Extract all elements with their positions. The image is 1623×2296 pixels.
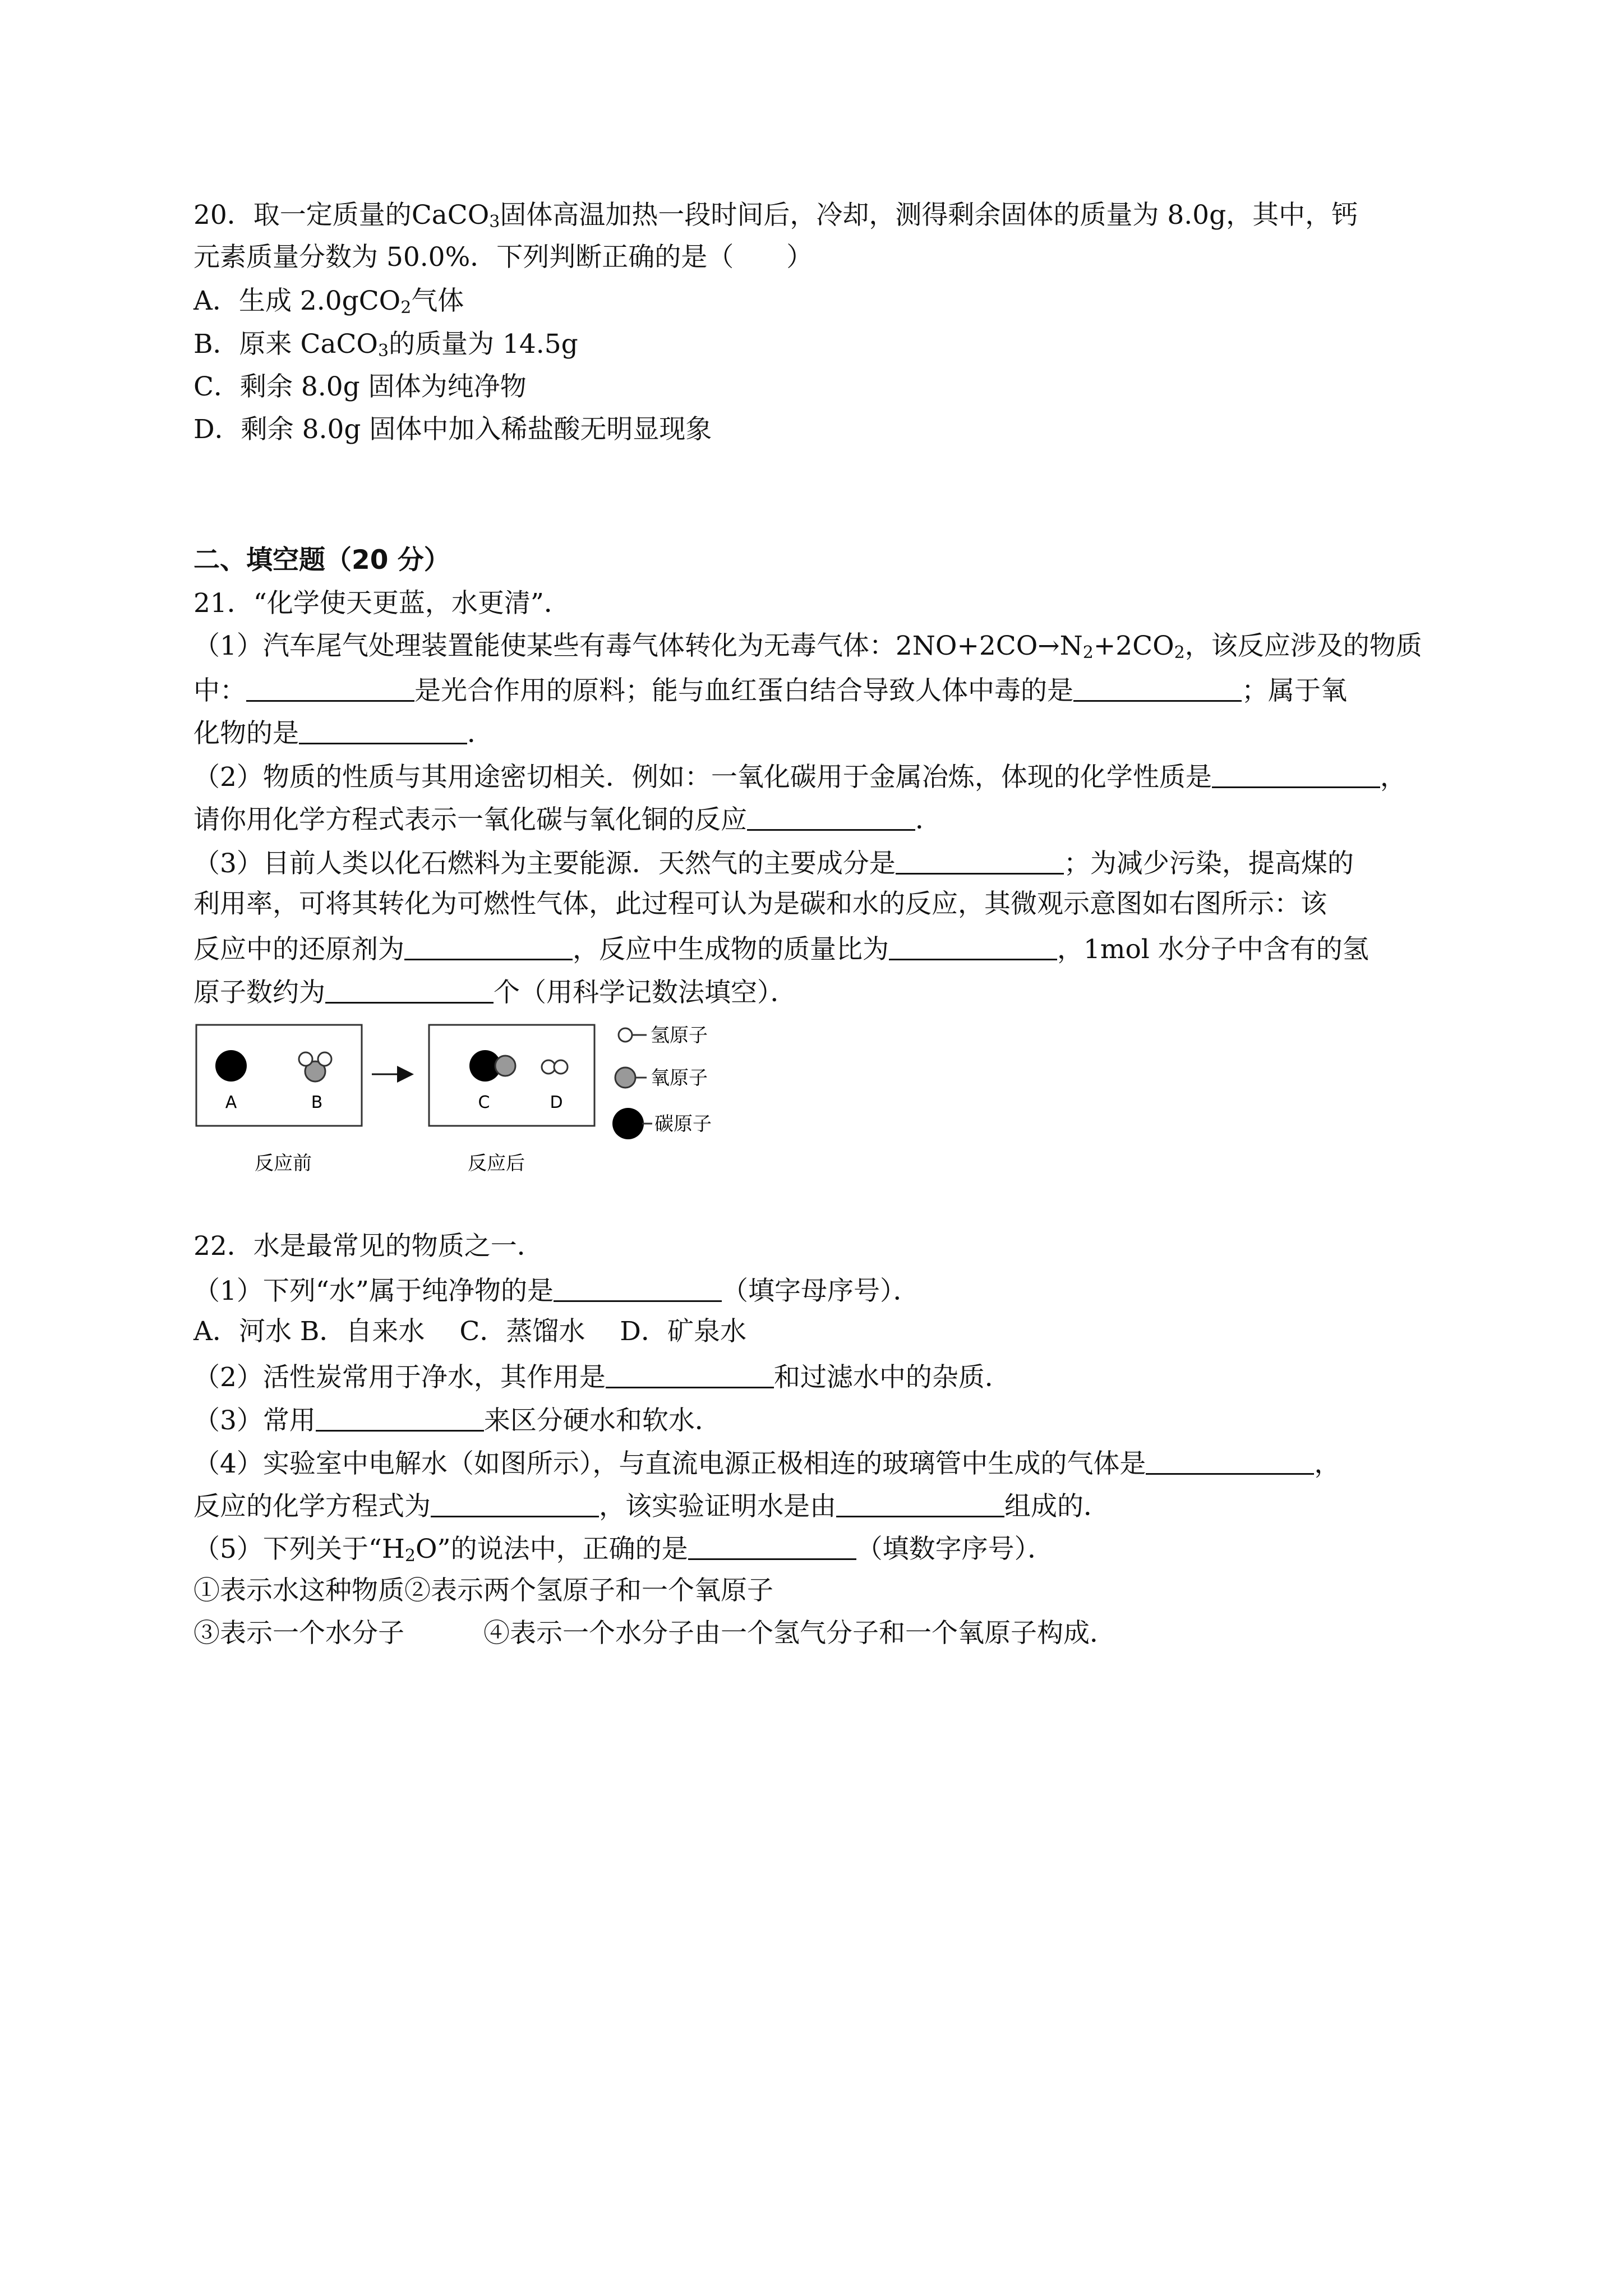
q21-part3-line2: 利用率，可将其转化为可燃性气体，此过程可认为是碳和水的反应，其微观示意图如右图所示：该 (193, 889, 1327, 919)
q21-part2-line2: 请你用化学方程式表示一氧化碳与氧化铜的反应 ． (193, 804, 942, 835)
q21-part1-line2: 中： 是光合作用的原料；能与血红蛋白结合导致人体中毒的是 ；属于氧 (193, 675, 1347, 706)
co-molecule-c (469, 1050, 515, 1082)
q21-part1-line3: 化物的是 ． (193, 718, 494, 749)
answer-blank[interactable] (747, 804, 915, 831)
legend-oxygen (615, 1067, 708, 1089)
q22-part1-options: A．河水 B．自来水 C．蒸馏水 D．矿泉水 (193, 1316, 746, 1347)
after-box (429, 1025, 594, 1126)
caption-before: 反应前 (255, 1152, 312, 1175)
answer-blank[interactable] (299, 718, 467, 744)
answer-blank[interactable] (316, 1405, 484, 1432)
q22-part2: （2）活性炭常用于净水，其作用是 和过滤水中的杂质． (193, 1362, 1011, 1393)
svg-text:氧原子: 氧原子 (651, 1067, 708, 1089)
label-a: A (225, 1093, 237, 1112)
q21-part3-line3: 反应中的还原剂为 ，反应中生成物的质量比为 ，1mol 水分子中含有的氢 (193, 934, 1369, 965)
q22-part4-line1: （4）实验室中电解水（如图所示），与直流电源正极相连的玻璃管中生成的气体是 ， (193, 1448, 1341, 1479)
svg-text:碳原子: 碳原子 (654, 1113, 712, 1135)
svg-text:氢原子: 氢原子 (651, 1024, 708, 1047)
q21-part1-line1: （1）汽车尾气处理装置能使某些有毒气体转化为无毒气体：$2NO+2CO\to N_2+2CO_2$，该反应涉及的物质 (193, 631, 1422, 662)
q22-statements-3-4: ③表示一个水分子 ④表示一个水分子由一个氢气分子和一个氧原子构成． (193, 1618, 1116, 1649)
q21-part3-line4: 原子数约为 个（用科学记数法填空）． (193, 977, 797, 1008)
q22-part4-line2: 反应的化学方程式为 ，该实验证明水是由 组成的． (193, 1491, 1110, 1522)
answer-blank[interactable] (889, 934, 1057, 960)
q20-stem-line2: 元素质量分数为 50.0%．下列判断正确的是（ ） (193, 242, 813, 273)
caption-after: 反应后 (468, 1152, 525, 1175)
answer-blank[interactable] (896, 848, 1064, 875)
section-title: 二、填空题（20 分） (193, 545, 450, 576)
answer-blank[interactable] (1212, 762, 1380, 788)
label-d: D (550, 1093, 563, 1112)
q22-part5: （5）下列关于“$H_2O$”的说法中，正确的是 （填数字序号）． (193, 1534, 1054, 1566)
answer-blank[interactable] (606, 1362, 774, 1388)
q20-option-c: C．剩余 8.0g 固体为纯净物 (193, 371, 527, 402)
answer-blank[interactable] (554, 1276, 722, 1302)
q22-stem: 22．水是最常见的物质之一． (193, 1231, 543, 1262)
water-molecule-b (299, 1052, 331, 1082)
answer-blank[interactable] (404, 934, 573, 960)
answer-blank[interactable] (1073, 675, 1242, 702)
q20-option-d: D．剩余 8.0g 固体中加入稀盐酸无明显现象 (193, 414, 712, 445)
label-b: B (311, 1093, 323, 1112)
q20-option-a: A．生成 2.0gCO$_2$气体 (193, 286, 464, 318)
q20-stem-line1: 20．取一定质量的CaCO$_3$固体高温加热一段时间后，冷却，测得剩余固体的质量为 8.0g，其中，钙 (193, 200, 1358, 232)
q21-part2-line1: （2）物质的性质与其用途密切相关．例如：一氧化碳用于金属冶炼，体现的化学性质是 ， (193, 762, 1407, 793)
q21-stem: 21．“化学使天更蓝，水更清”． (193, 588, 570, 619)
reaction-diagram (193, 1018, 754, 1186)
q22-part3: （3）常用 来区分硬水和软水． (193, 1405, 721, 1436)
q22-part1: （1）下列“水”属于纯净物的是 （填字母序号）． (193, 1276, 920, 1306)
answer-blank[interactable] (431, 1491, 599, 1517)
answer-blank[interactable] (1146, 1448, 1314, 1475)
h2-molecule-d (542, 1060, 568, 1074)
q22-statements-1-2: ①表示水这种物质②表示两个氢原子和一个氧原子 (193, 1575, 773, 1606)
answer-blank[interactable] (836, 1491, 1004, 1517)
q20-option-b: B．原来 CaCO$_3$的质量为 14.5g (193, 329, 578, 361)
q21-part3-line1: （3）目前人类以化石燃料为主要能源．天然气的主要成分是 ；为减少污染，提高煤的 (193, 848, 1354, 879)
answer-blank[interactable] (246, 675, 414, 702)
carbon-atom-a (215, 1050, 247, 1082)
label-c: C (478, 1093, 490, 1112)
answer-blank[interactable] (688, 1534, 856, 1560)
legend-hydrogen (619, 1024, 708, 1047)
legend-carbon (612, 1108, 712, 1139)
answer-blank[interactable] (325, 977, 494, 1004)
